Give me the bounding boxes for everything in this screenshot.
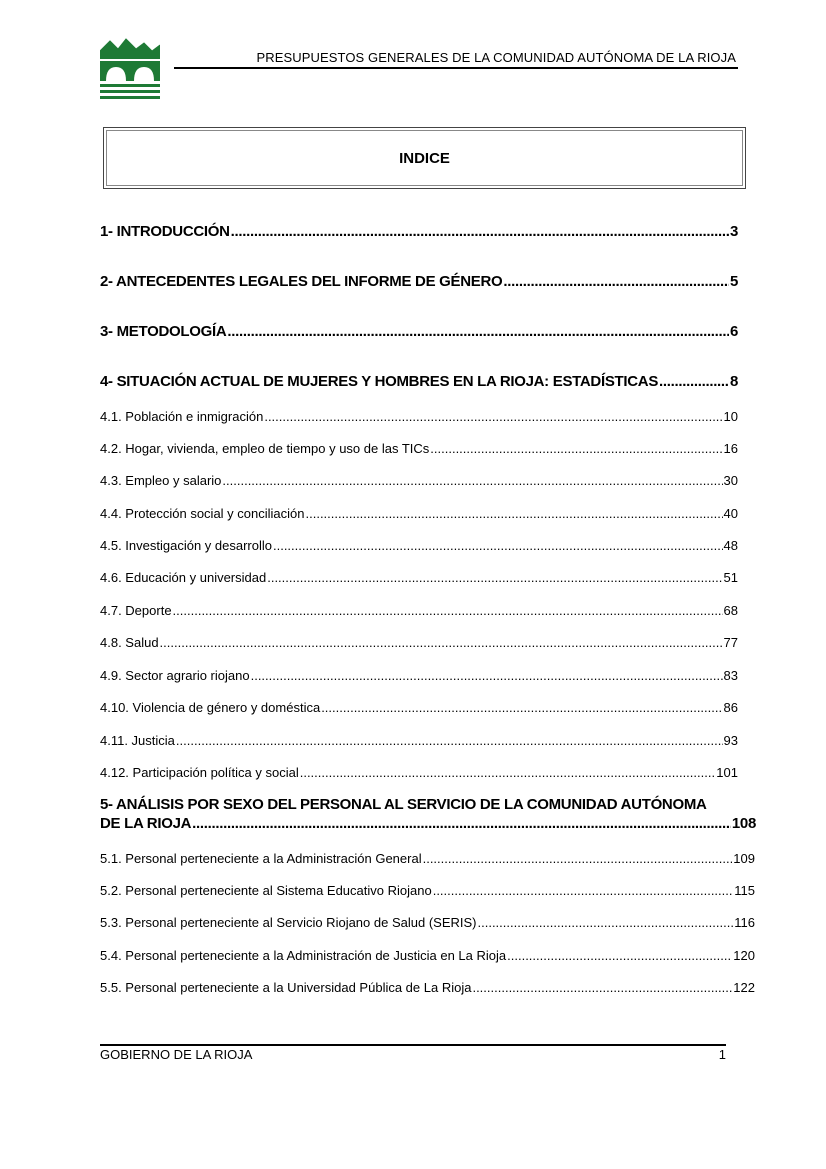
toc-page-number: 116 <box>734 915 755 930</box>
toc-subsection-label: 4.6. Educación y universidad <box>100 570 267 585</box>
toc-page-number: 30 <box>723 473 738 488</box>
toc-subsection-label: 4.8. Salud <box>100 635 159 650</box>
toc-section-label: 5- ANÁLISIS POR SEXO DEL PERSONAL AL SERVICIO DE LA COMUNIDAD AUTÓNOMA <box>100 796 707 813</box>
toc-subsection-4-10[interactable] <box>100 700 738 715</box>
toc-page-number: 10 <box>723 409 738 424</box>
toc-section-label: 3- METODOLOGÍA <box>100 323 227 340</box>
toc-subsection-label: 4.9. Sector agrario riojano <box>100 668 250 683</box>
toc-subsection-4-1[interactable] <box>100 409 738 424</box>
toc-subsection-label: 4.11. Justicia <box>100 733 175 748</box>
toc-page-number: 51 <box>723 570 738 585</box>
toc-leader-dots <box>160 635 723 650</box>
toc-leader-dots <box>273 538 723 553</box>
toc-leader-dots <box>306 506 723 521</box>
toc-subsection-4-11[interactable] <box>100 733 738 748</box>
toc-subsection-label: 4.2. Hogar, vivienda, empleo de tiempo y uso de las TICs <box>100 441 430 456</box>
toc-subsection-label: 4.3. Empleo y salario <box>100 473 222 488</box>
toc-page-number: 122 <box>733 980 755 995</box>
toc-section-label-continued: DE LA RIOJA <box>100 815 192 832</box>
toc-page-number: 120 <box>733 948 755 963</box>
toc-leader-dots <box>659 373 729 390</box>
toc-subsection-5-2[interactable] <box>100 883 755 898</box>
toc-subsection-label: 5.1. Personal perteneciente a la Administración General <box>100 851 422 866</box>
footer-organization: GOBIERNO DE LA RIOJA <box>100 1047 253 1062</box>
toc-leader-dots <box>472 980 732 995</box>
toc-section-2[interactable] <box>100 273 738 290</box>
gobierno-de-la-rioja-logo-icon <box>100 37 160 99</box>
toc-subsection-label: 5.5. Personal perteneciente a la Universidad Pública de La Rioja <box>100 980 472 995</box>
toc-leader-dots <box>503 273 729 290</box>
toc-subsection-label: 5.2. Personal perteneciente al Sistema Educativo Riojano <box>100 883 432 898</box>
toc-section-label: 1- INTRODUCCIÓN <box>100 223 230 240</box>
toc-subsection-5-4[interactable] <box>100 948 755 963</box>
toc-leader-dots <box>227 323 729 340</box>
toc-page-number: 109 <box>733 851 755 866</box>
header-title: PRESUPUESTOS GENERALES DE LA COMUNIDAD AUTÓNOMA DE LA RIOJA <box>256 50 736 65</box>
toc-subsection-4-5[interactable] <box>100 538 738 553</box>
toc-leader-dots <box>251 668 723 683</box>
toc-leader-dots <box>423 851 733 866</box>
toc-page-number: 16 <box>723 441 738 456</box>
toc-section-3[interactable] <box>100 323 738 340</box>
toc-page-number: 101 <box>716 765 738 780</box>
toc-subsection-4-7[interactable] <box>100 603 738 618</box>
toc-subsection-4-2[interactable] <box>100 441 738 456</box>
toc-page-number: 86 <box>723 700 738 715</box>
toc-subsection-4-9[interactable] <box>100 668 738 683</box>
toc-subsection-label: 5.3. Personal perteneciente al Servicio Riojano de Salud (SERIS) <box>100 915 477 930</box>
toc-subsection-label: 4.1. Población e inmigración <box>100 409 264 424</box>
toc-leader-dots <box>321 700 722 715</box>
toc-subsection-label: 4.7. Deporte <box>100 603 172 618</box>
toc-section-5[interactable] <box>100 796 756 832</box>
toc-page-number: 48 <box>723 538 738 553</box>
toc-subsection-4-4[interactable] <box>100 506 738 521</box>
footer-page-number: 1 <box>718 1047 726 1062</box>
toc-subsection-label: 4.10. Violencia de género y doméstica <box>100 700 321 715</box>
toc-page-number: 6 <box>729 323 738 340</box>
toc-leader-dots <box>173 603 723 618</box>
toc-section-label: 2- ANTECEDENTES LEGALES DEL INFORME DE GÉNERO <box>100 273 503 290</box>
toc-leader-dots <box>267 570 722 585</box>
toc-leader-dots <box>176 733 723 748</box>
toc-section-label: 4- SITUACIÓN ACTUAL DE MUJERES Y HOMBRES EN LA RIOJA: ESTADÍSTICAS <box>100 373 659 390</box>
toc-leader-dots <box>231 223 729 240</box>
toc-subsection-label: 4.5. Investigación y desarrollo <box>100 538 272 553</box>
toc-subsection-4-3[interactable] <box>100 473 738 488</box>
toc-leader-dots <box>264 409 722 424</box>
toc-page-number: 8 <box>729 373 738 390</box>
header-divider <box>174 67 738 69</box>
toc-subsection-4-6[interactable] <box>100 570 738 585</box>
toc-page-number: 3 <box>729 223 738 240</box>
toc-subsection-4-8[interactable] <box>100 635 738 650</box>
toc-page-number: 68 <box>723 603 738 618</box>
index-title: INDICE <box>399 150 450 167</box>
toc-subsection-label: 4.4. Protección social y conciliación <box>100 506 305 521</box>
toc-leader-dots <box>222 473 722 488</box>
toc-page-number: 5 <box>729 273 738 290</box>
toc-subsection-label: 4.12. Participación política y social <box>100 765 299 780</box>
toc-leader-dots <box>507 948 732 963</box>
toc-section-4[interactable] <box>100 373 738 390</box>
toc-page-number: 93 <box>723 733 738 748</box>
toc-page-number: 115 <box>734 883 755 898</box>
toc-subsection-5-3[interactable] <box>100 915 755 930</box>
toc-page-number: 77 <box>723 635 738 650</box>
toc-leader-dots <box>478 915 734 930</box>
toc-subsection-4-12[interactable] <box>100 765 738 780</box>
toc-section-1[interactable] <box>100 223 738 240</box>
toc-subsection-5-5[interactable] <box>100 980 755 995</box>
toc-leader-dots <box>192 815 731 832</box>
footer-divider <box>100 1044 726 1046</box>
toc-leader-dots <box>430 441 722 456</box>
toc-page-number: 40 <box>723 506 738 521</box>
toc-page-number: 108 <box>731 815 756 832</box>
toc-leader-dots <box>300 765 716 780</box>
toc-page-number: 83 <box>723 668 738 683</box>
index-title-box <box>103 127 746 189</box>
toc-leader-dots <box>433 883 734 898</box>
toc-subsection-label: 5.4. Personal perteneciente a la Administración de Justicia en La Rioja <box>100 948 507 963</box>
toc-subsection-5-1[interactable] <box>100 851 755 866</box>
